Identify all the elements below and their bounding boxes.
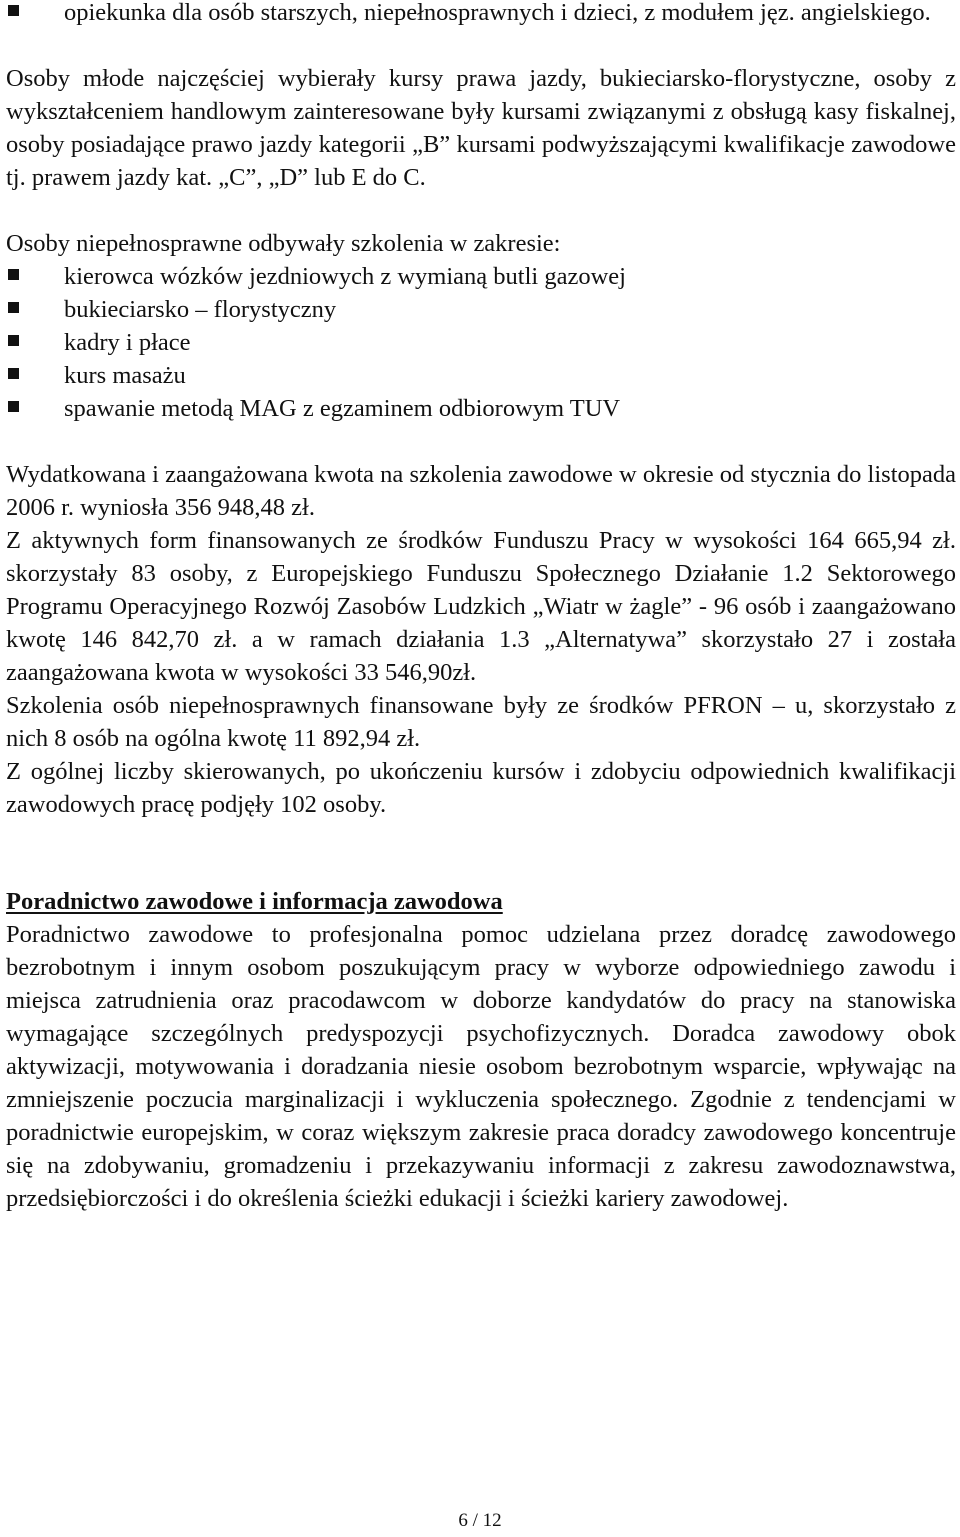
- square-bullet-icon: [8, 401, 19, 412]
- spending-paragraph-3: Szkolenia osób niepełnosprawnych finansowane były ze środków PFRON – u, skorzystało z nich 8 osób na ogólna kwotę 11 892,94 zł.: [6, 692, 956, 752]
- list-item-text: kurs masażu: [64, 362, 186, 389]
- square-bullet-icon: [8, 5, 19, 16]
- square-bullet-icon: [8, 335, 19, 346]
- section-spacer: [6, 821, 956, 885]
- list-item: [6, 293, 956, 326]
- spending-paragraph-4: Z ogólnej liczby skierowanych, po ukończeniu kursów i zdobyciu odpowiednich kwalifikacji zawodowych pracę podjęły 102 osoby.: [6, 758, 956, 818]
- list-item: [6, 359, 956, 392]
- disabled-training-list: [6, 260, 956, 425]
- list-item-text: kierowca wózków jezdniowych z wymianą butli gazowej: [64, 263, 626, 290]
- square-bullet-icon: [8, 368, 19, 379]
- page-number: 6 / 12: [458, 1510, 502, 1531]
- list-item-text: kadry i płace: [64, 329, 191, 356]
- square-bullet-icon: [8, 269, 19, 280]
- course-list-continued: [6, 0, 956, 29]
- disabled-intro-paragraph: Osoby niepełnosprawne odbywały szkolenia w zakresie:: [6, 230, 561, 257]
- list-item: [6, 260, 956, 293]
- list-item-text: spawanie metodą MAG z egzaminem odbiorowym TUV: [64, 395, 621, 422]
- list-item: [6, 392, 956, 425]
- list-item: [6, 0, 956, 29]
- spending-paragraph-2: Z aktywnych form finansowanych ze środków Funduszu Pracy w wysokości 164 665,94 zł. skorzystały 83 osoby, z Europejskiego Funduszu Społecznego Działanie 1.2 Sektorowego Programu Operacyjnego Rozwój Zasobów Ludzkich „Wiatr w żagle” - 96 osób i zaangażowano kwotę 146 842,70 zł. a w ramach działania 1.3 „Alternatywa” skorzystało 27 i została zaangażowana kwota w wysokości 33 546,90zł.: [6, 527, 956, 686]
- list-item: [6, 326, 956, 359]
- spending-paragraph-1: Wydatkowana i zaangażowana kwota na szkolenia zawodowe w okresie od stycznia do listopada 2006 r. wyniosła 356 948,48 zł.: [6, 461, 956, 521]
- young-people-paragraph: Osoby młode najczęściej wybierały kursy prawa jazdy, bukieciarsko-florystyczne, osoby z wykształceniem handlowym zainteresowane były kursami związanymi z obsługą kasy fiskalnej, osoby posiadające prawo jazdy kategorii „B” kursami podwyższającymi kwalifikacje zawodowe tj. prawem jazdy kat. „C”, „D” lub E do C.: [6, 65, 956, 191]
- section-heading: Poradnictwo zawodowe i informacja zawodowa: [6, 888, 503, 915]
- list-item-text: opiekunka dla osób starszych, niepełnosprawnych i dzieci, z modułem jęz. angielskiego.: [64, 0, 931, 26]
- list-item-text: bukieciarsko – florystyczny: [64, 296, 337, 323]
- counseling-paragraph: Poradnictwo zawodowe to profesjonalna pomoc udzielana przez doradcę zawodowego bezrobotnym i innym osobom poszukującym pracy w wyborze odpowiedniego zawodu i miejsca zatrudnienia oraz pracodawcom w doborze kandydatów do pracy na stanowiska wymagające szczególnych predyspozycji psychofizycznych. Doradca zawodowy obok aktywizacji, motywowania i doradzania niesie osobom bezrobotnym wsparcie, wpływając na zmniejszenie poczucia marginalizacji i wykluczenia społecznego. Zgodnie z tendencjami w poradnictwie europejskim, w coraz większym zakresie praca doradcy zawodowego koncentruje się na zdobywaniu, gromadzeniu i przekazywaniu informacji z zakresu zawodoznawstwa, przedsiębiorczości i do określenia ścieżki edukacji i ścieżki kariery zawodowej.: [6, 921, 956, 1212]
- square-bullet-icon: [8, 302, 19, 313]
